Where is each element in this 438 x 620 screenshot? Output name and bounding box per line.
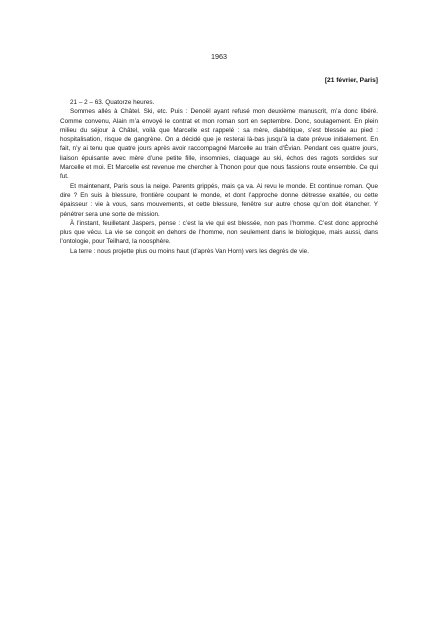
page-year-heading: 1963 xyxy=(211,52,227,61)
entry-paragraph: La terre : nous projette plus ou moins haut (d’après Van Horn) vers les degrés de vie. xyxy=(70,247,309,255)
entry-paragraph: Et maintenant, Paris sous la neige. Parents grippés, mais ça va. Ai revu le monde. Et continue roman. Que dire ? En suis à blessure, frontière coupant le monde, et dont l’approche donne détresse exaltée, ou cette épaisseur : vie à vous, sans mouvements, et cette blessure, fenêtre sur autre chose qu’on doit étancher. Y pénétrer sera une sorte de mission. xyxy=(60,182,378,218)
entry-paragraph: À l’instant, feuilletant Jaspers, pense : c’est la vie qui est blessée, non pas l’homme. C’est donc approché plus que vécu. La vie se conçoit en dehors de l’homme, non seulement dans le biologique, mais aussi, dans l’ontologie, pour Teilhard, la noosphère. xyxy=(60,219,378,246)
journal-entry-body xyxy=(60,98,378,256)
entry-paragraph: 21 – 2 – 63. Quatorze heures. xyxy=(70,99,155,106)
entry-paragraph: Sommes allés à Châtel. Ski, etc. Puis : Denoël ayant refusé mon deuxième manuscrit, m’a donc libéré. Comme convenu, Alain m’a envoyé le contrat et mon roman sort en septembre. Donc, soulagement. En plein milieu du séjour à Châtel, voilà que Marcelle est rappelé : sa mère, diabétique, s’est blessée au pied : hospitalisation, risque de gangrène. On a décidé que je resterai là-bas jusqu’à la date prévue initialement. En fait, n’y ai tenu que quatre jours après avoir raccompagné Marcelle au train d’Évian. Pendant ces quatre jours, liaison épuisante avec mère d’une petite fille, insomnies, claquage au ski, échos des ragots sordides sur Marcelle et moi. Et Marcelle est revenue me chercher à Thonon pour que nous fassions route ensemble. Ce qui fut. xyxy=(60,108,378,181)
entry-dateline: [21 février, Paris] xyxy=(324,77,378,84)
